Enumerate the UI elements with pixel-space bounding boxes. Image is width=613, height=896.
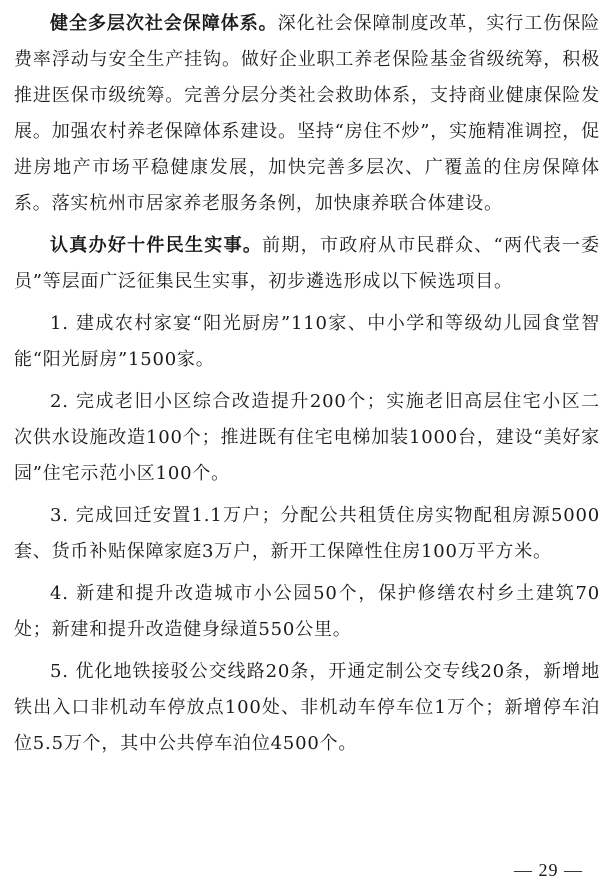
list-item-3: 3. 完成回迁安置1.1万户；分配公共租赁住房实物配租房源5000套、货币补贴保障家庭3万户，新开工保障性住房100万平方米。 bbox=[14, 505, 600, 562]
list-item-1: 1. 建成农村家宴“阳光厨房”110家、中小学和等级幼儿园食堂智能“阳光厨房”1500家。 bbox=[14, 313, 600, 370]
paragraph-social-security bbox=[14, 6, 600, 222]
document-body bbox=[14, 6, 600, 762]
paragraph-livelihood bbox=[14, 228, 600, 300]
list-item-4: 4. 新建和提升改造城市小公园50个，保护修缮农村乡土建筑70处；新建和提升改造健身绿道550公里。 bbox=[14, 583, 600, 640]
list-item-5: 5. 优化地铁接驳公交线路20条，开通定制公交专线20条，新增地铁出入口非机动车停放点100处、非机动车停车位1万个；新增停车泊位5.5万个，其中公共停车泊位4500个。 bbox=[14, 661, 600, 754]
list-item-2: 2. 完成老旧小区综合改造提升200个；实施老旧高层住宅小区二次供水设施改造100个；推进既有住宅电梯加装1000台，建设“美好家园”住宅示范小区100个。 bbox=[14, 391, 600, 484]
page-number: — 29 — bbox=[514, 860, 583, 880]
section-heading-livelihood: 认真办好十件民生实事。 bbox=[50, 235, 263, 256]
paragraph-text: 前期，市政府从市民群众、“两代表一委员”等层面广泛征集民生实事，初步遴选形成以下候选项目。 bbox=[14, 235, 600, 292]
section-heading-social-security: 健全多层次社会保障体系。 bbox=[50, 13, 278, 34]
paragraph-text: 深化社会保障制度改革，实行工伤保险费率浮动与安全生产挂钩。做好企业职工养老保险基金省级统筹，积极推进医保市级统筹。完善分层分类社会救助体系，支持商业健康保险发展。加强农村养老保障体系建设。坚持“房住不炒”，实施精准调控，促进房地产市场平稳健康发展，加快完善多层次、广覆盖的住房保障体系。落实杭州市居家养老服务条例，加快康养联合体建设。 bbox=[14, 13, 600, 214]
